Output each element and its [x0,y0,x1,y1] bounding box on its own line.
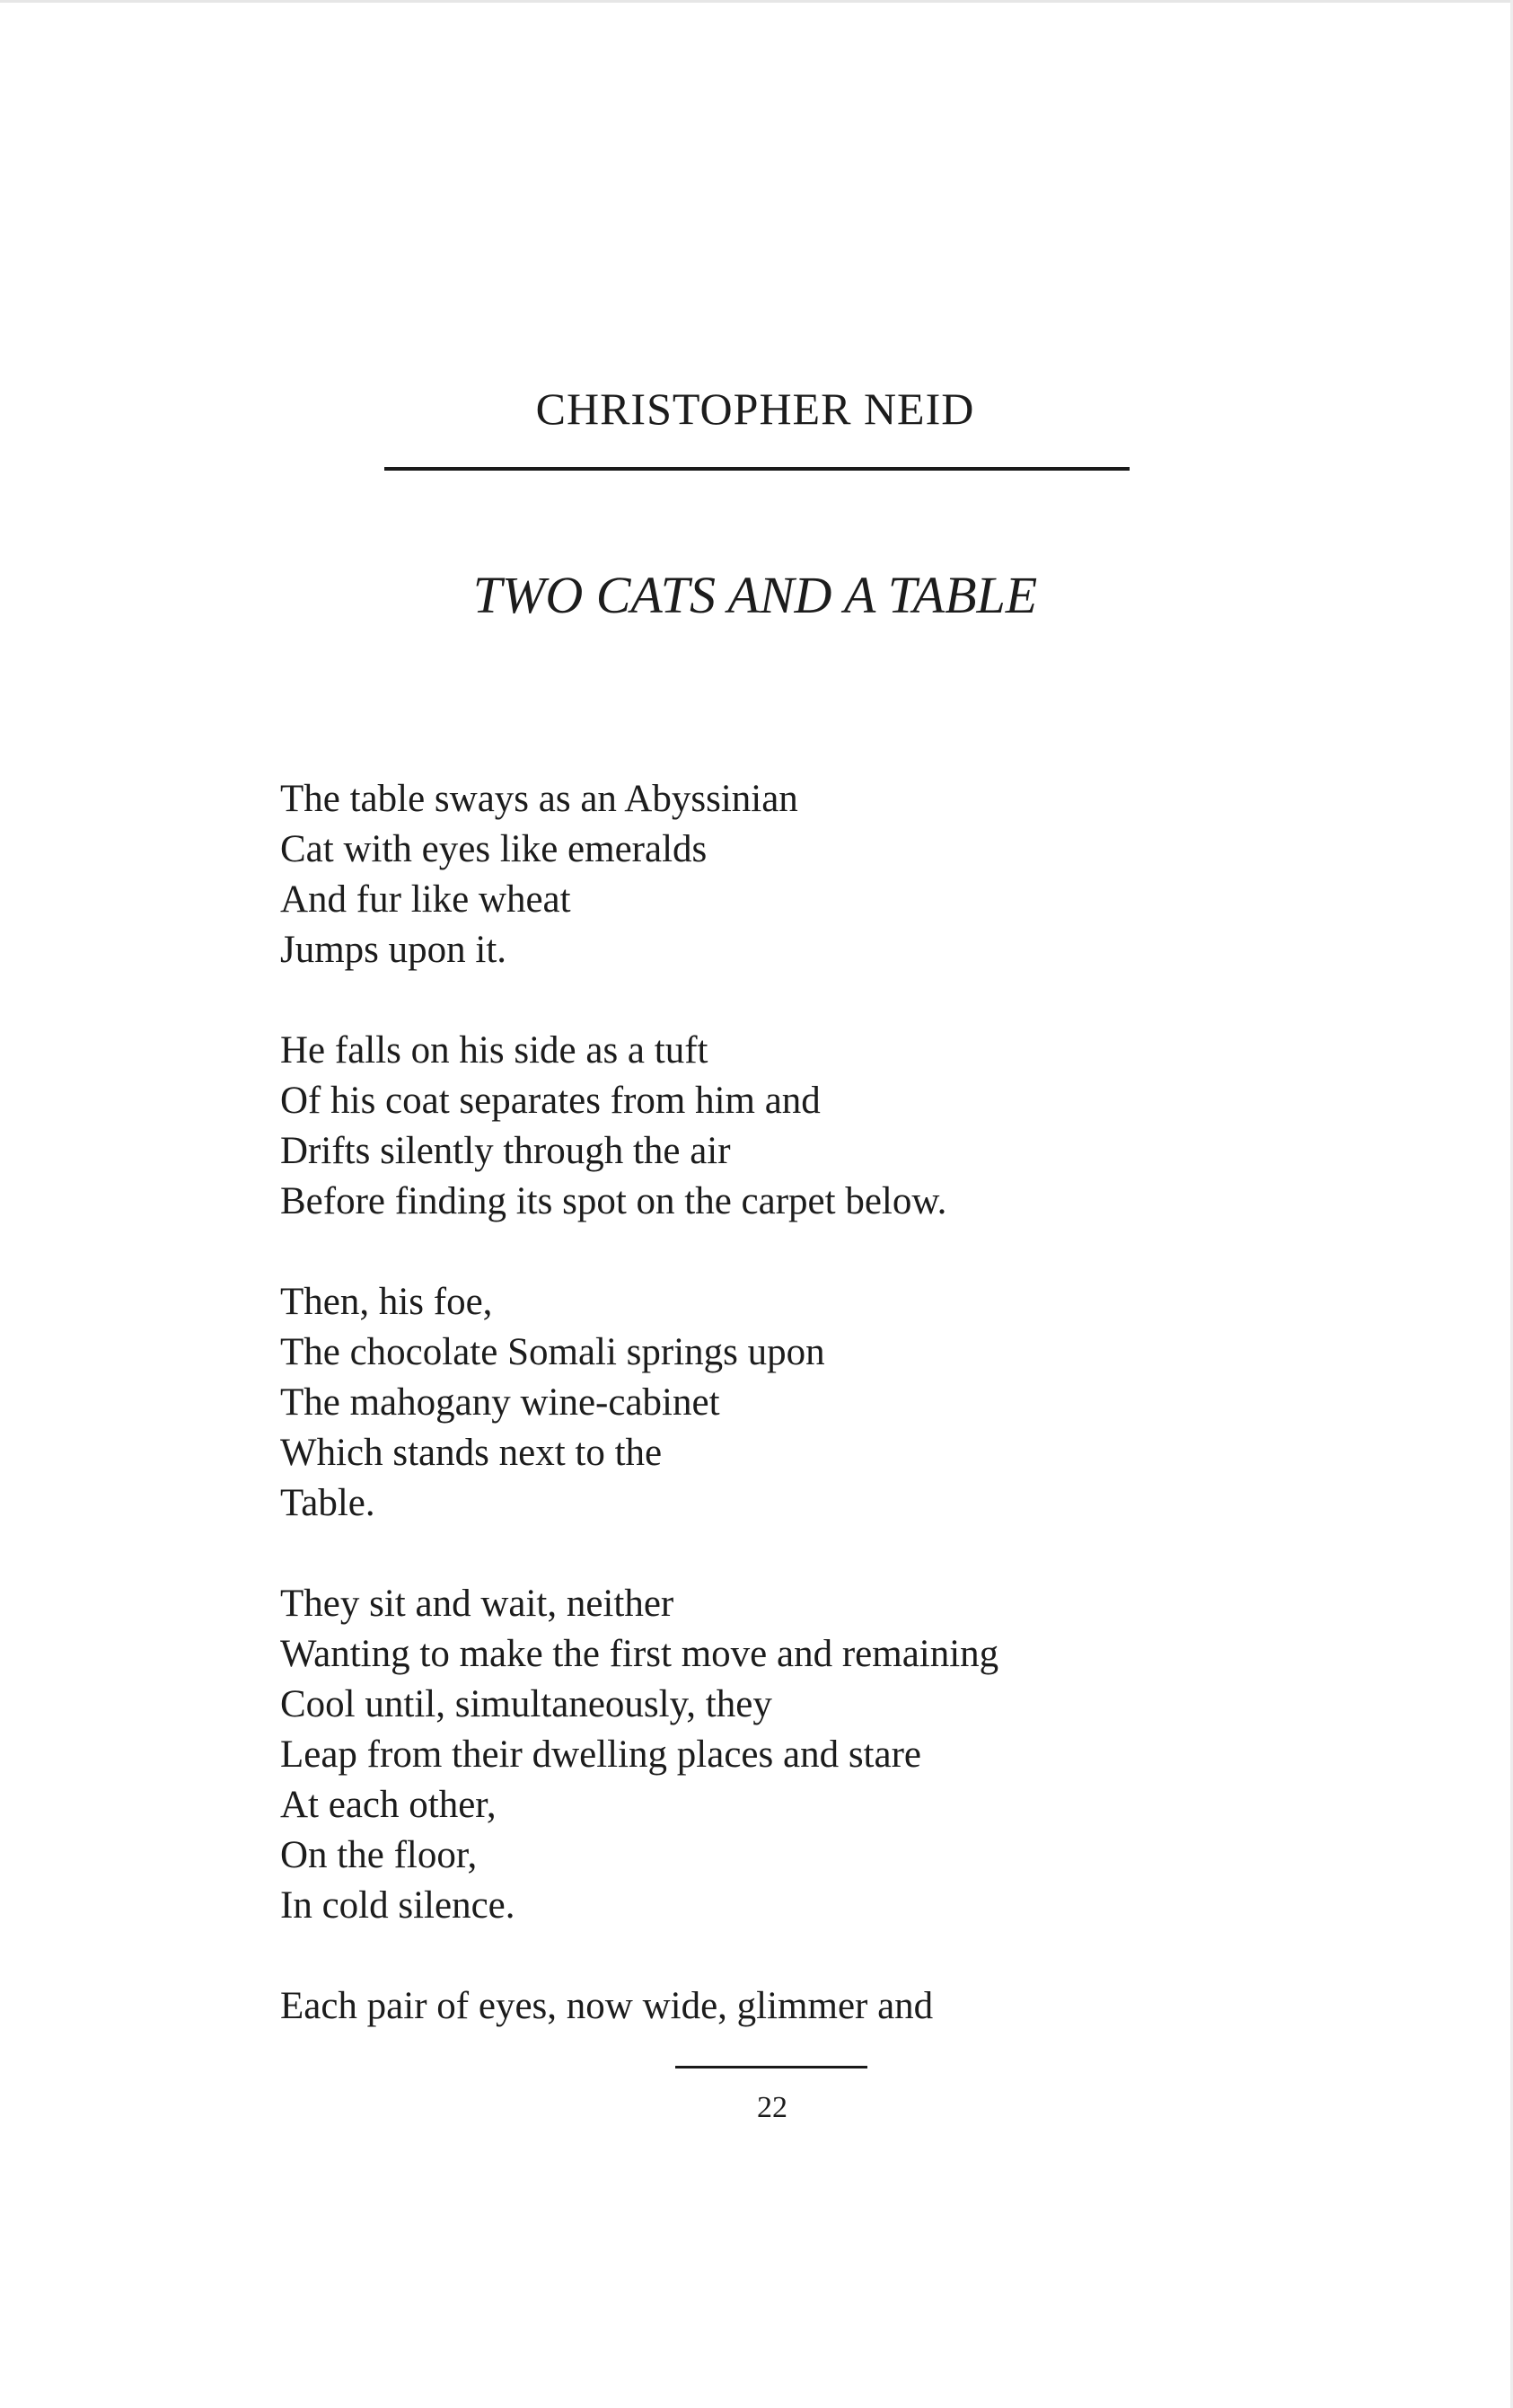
page-number: 22 [757,2091,787,2124]
poem-body [280,774,1178,2082]
poem-line: Each pair of eyes, now wide, glimmer and [280,1985,934,2027]
poem-line: He falls on his side as a tuft [280,1029,708,1072]
footer-divider [675,2066,867,2068]
stanza [280,1981,1178,2032]
poem-line: Of his coat separates from him and [280,1080,821,1122]
page-edge [0,0,1513,3]
poem-line: The table sways as an Abyssinian [280,778,798,820]
poem-line: The mahogany wine-cabinet [280,1381,720,1424]
stanza [280,774,1178,975]
poem-line: And fur like wheat [280,878,571,921]
poem-title: TWO CATS AND A TABLE [472,566,1038,624]
poem-line: Wanting to make the first move and remaining [280,1633,999,1675]
poem-line: At each other, [280,1784,497,1826]
poem-line: The chocolate Somali springs upon [280,1331,825,1373]
poem-line: Table. [280,1482,375,1524]
stanza [280,1579,1178,1931]
poem-line: Leap from their dwelling places and stare [280,1733,921,1776]
poem-line: Before finding its spot on the carpet below. [280,1180,947,1222]
poem-line: Cool until, simultaneously, they [280,1683,772,1725]
stanza [280,1026,1178,1227]
poem-line: On the floor, [280,1834,478,1876]
author-heading: CHRISTOPHER NEID [535,384,975,434]
poem-line: Jumps upon it. [280,929,507,971]
stanza [280,1277,1178,1529]
poem-line: Cat with eyes like emeralds [280,828,708,870]
author-divider [384,467,1130,471]
poem-line: They sit and wait, neither [280,1583,674,1625]
poem-line: Which stands next to the [280,1432,663,1474]
poem-line: In cold silence. [280,1884,515,1927]
poem-line: Drifts silently through the air [280,1130,731,1172]
poem-line: Then, his foe, [280,1281,493,1323]
